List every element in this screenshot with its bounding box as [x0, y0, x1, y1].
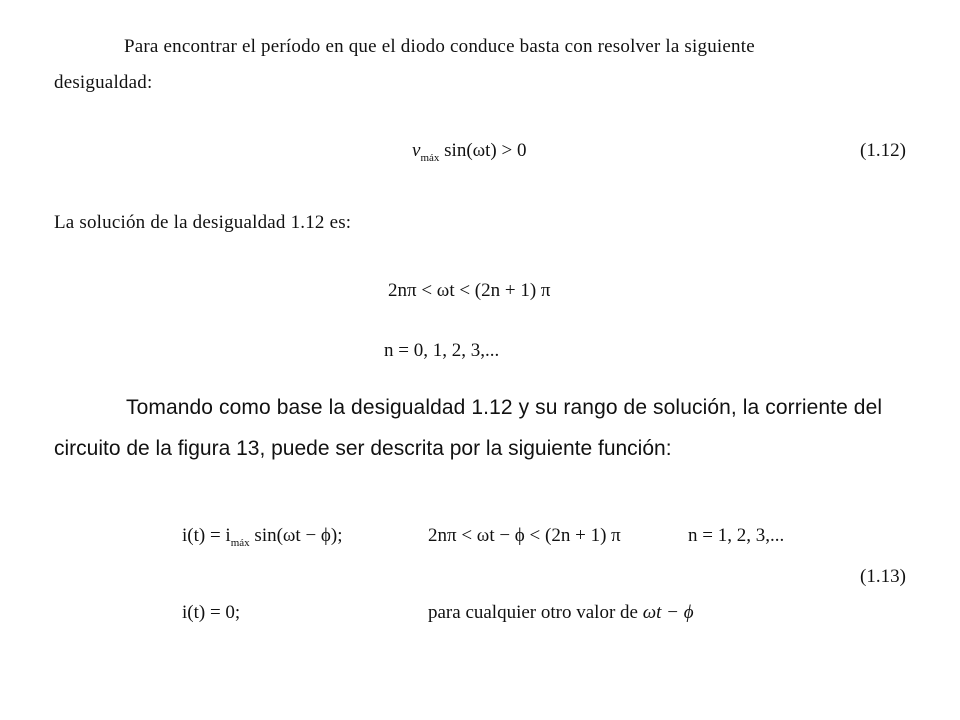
equation-number-1-13: (1.13) — [860, 566, 906, 587]
equation-1-13-case-1-condition: 2nπ < ωt − ϕ < (2n + 1) π — [428, 525, 621, 546]
equation-1-13-case-1 — [182, 525, 343, 549]
eq-1-12-subscript: máx — [420, 152, 440, 164]
paragraph-1-line-1: Para encontrar el período en que el diodo conduce basta con resolver la siguiente — [124, 36, 755, 57]
eq-1-13-case-1-subscript: máx — [230, 537, 250, 549]
equation-1-13-case-1-n: n = 1, 2, 3,... — [688, 525, 785, 546]
eq-1-13-case-1-lhs: i(t) = i — [182, 525, 231, 546]
equation-1-12 — [412, 140, 526, 164]
eq-1-13-case-2-expr: ωt − ϕ — [642, 602, 694, 623]
eq-1-13-case-1-rhs: sin(ωt − ϕ); — [249, 525, 343, 546]
paragraph-1-line-2: desigualdad: — [54, 72, 153, 93]
solution-n-values: n = 0, 1, 2, 3,... — [384, 340, 500, 361]
eq-1-12-expression: sin(ωt) > 0 — [439, 140, 527, 161]
eq-1-12-v: v — [412, 140, 421, 161]
equation-number-1-12: (1.12) — [860, 140, 906, 161]
eq-1-13-case-2-text: para cualquier otro valor de — [428, 602, 643, 623]
solution-range: 2nπ < ωt < (2n + 1) π — [388, 280, 551, 301]
paragraph-2: La solución de la desigualdad 1.12 es: — [54, 212, 352, 233]
equation-1-13-case-2-condition — [428, 602, 694, 624]
equation-1-13-case-2: i(t) = 0; — [182, 602, 241, 623]
paragraph-3-line-1: Tomando como base la desigualdad 1.12 y su rango de solución, la corriente del — [126, 396, 883, 419]
paragraph-3-line-2: circuito de la figura 13, puede ser descrita por la siguiente función: — [54, 437, 672, 460]
